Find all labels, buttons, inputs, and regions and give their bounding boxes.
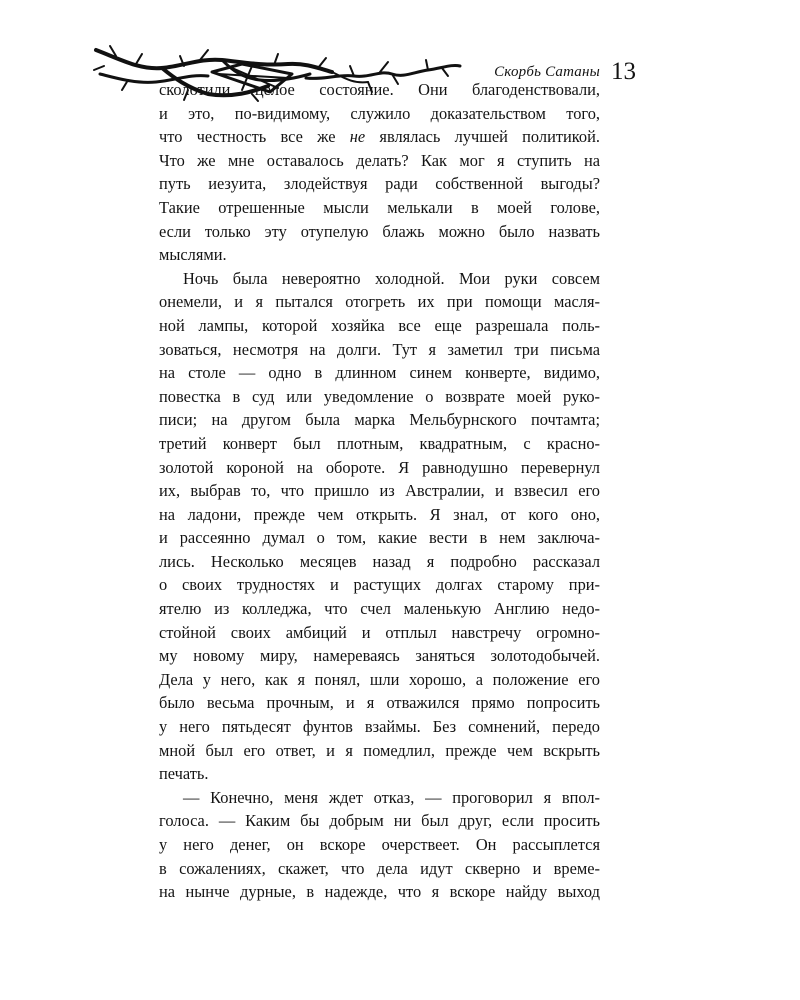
- text-line: на столе — одно в длинном синем конверте, видимо,: [159, 363, 600, 383]
- running-head-title: Скорбь Сатаны: [494, 64, 600, 80]
- text-line: ятелю из колледжа, что счел маленькую Англию недо-: [159, 599, 600, 619]
- text-line: — Конечно, меня ждет отказ, — проговорил я впол-: [183, 787, 600, 807]
- text-line: и это, по-видимому, служило доказательством того,: [159, 103, 600, 123]
- text-line: стойной своих амбиций и отплыл навстречу огромно-: [159, 622, 600, 642]
- text-line: Что же мне оставалось делать? Как мог я ступить на: [159, 150, 600, 170]
- text-line: голоса. — Каким бы добрым ни был друг, если просить: [159, 811, 600, 831]
- text-line: Такие отрешенные мысли мелькали в моей голове,: [159, 197, 600, 217]
- text-line: зоваться, несмотря на долги. Тут я заметил три письма: [159, 339, 600, 359]
- text-line: сколотили целое состояние. Они благоденствовали,: [159, 80, 600, 99]
- text-line: му новому миру, намереваясь заняться золотодобычей.: [159, 646, 600, 666]
- text-line: было весьма прочным, и я отважился прямо попросить: [159, 693, 600, 713]
- text-line: мыслями.: [159, 245, 227, 265]
- body-text: [159, 78, 600, 904]
- text-line: ной лампы, которой хозяйка все еще разрешала поль-: [159, 315, 600, 335]
- text-line: о своих трудностях и растущих долгах старому при-: [159, 575, 600, 595]
- text-line: у него денег, он вскоре очерствеет. Он рассыплется: [159, 835, 600, 854]
- text-line: лись. Несколько месяцев назад я подробно рассказал: [159, 551, 600, 571]
- text-line: третий конверт был плотным, квадратным, с красно-: [159, 433, 600, 453]
- text-line: у него пятьдесят фунтов взаймы. Без сомнений, передо: [159, 717, 600, 737]
- text-line: и рассеянно думал о том, какие вести в нем заключа-: [159, 528, 600, 548]
- text-line: на нынче дурные, в надежде, что я вскоре найду выход: [159, 882, 600, 902]
- emphasis-word: не: [349, 127, 366, 147]
- text-line: повестка в суд или уведомление о возврате моей руко-: [159, 386, 600, 406]
- text-line: в сожалениях, скажет, что дела идут скверно и време-: [159, 858, 600, 878]
- page-number: 13: [611, 58, 636, 85]
- text-line: на ладони, прежде чем открыть. Я знал, от кого оно,: [159, 504, 600, 524]
- text-line: онемели, и я пытался отогреть их при помощи масля-: [159, 292, 600, 312]
- text-line: Дела у него, как я понял, шли хорошо, а положение его: [159, 669, 600, 689]
- text-line: Ночь была невероятно холодной. Мои руки совсем: [183, 268, 600, 288]
- text-line: путь иезуита, злодействуя ради собственной выгоды?: [159, 174, 600, 194]
- text-line: писи; на другом была марка Мельбурнского почтамта;: [159, 410, 600, 430]
- text-line: мной был его ответ, и я помедлил, прежде чем вскрыть: [159, 740, 600, 760]
- text-line: если только эту отупелую блажь можно было назвать: [159, 221, 600, 241]
- text-line: их, выбрав то, что пришло из Австралии, и взвесил его: [159, 481, 600, 501]
- text-line: печать.: [159, 764, 209, 784]
- text-line: золотой короной на обороте. Я равнодушно перевернул: [159, 457, 600, 477]
- text-line: что честность все же не являлась лучшей политикой.: [159, 127, 600, 147]
